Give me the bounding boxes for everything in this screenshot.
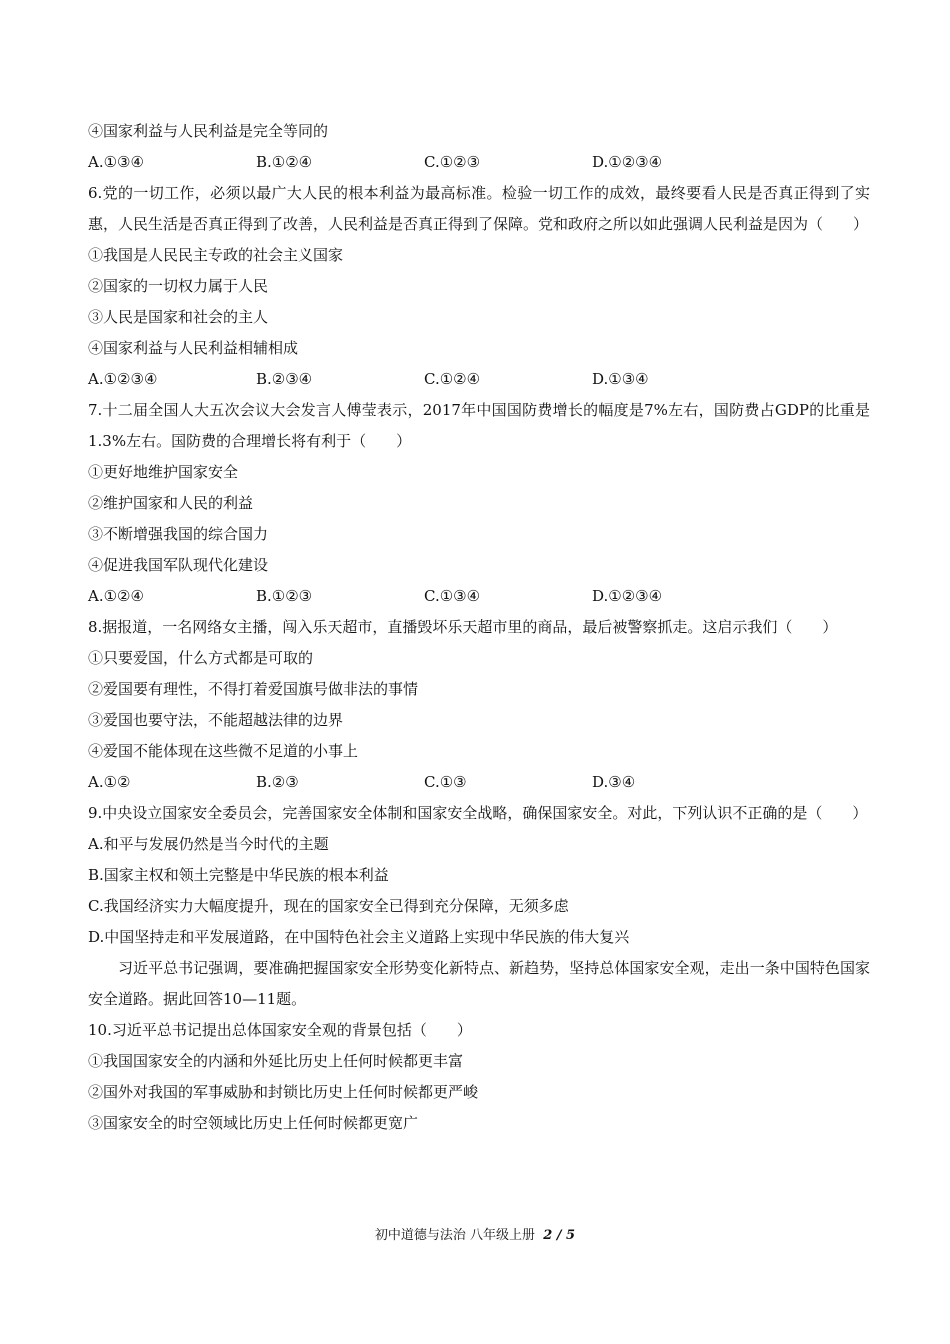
answer-options: [88, 581, 870, 612]
statement-item: ③爱国也要守法，不能超越法律的边界: [88, 711, 344, 729]
option-c: C.①③: [424, 773, 467, 791]
statement-item: ②国外对我国的军事威胁和封锁比历史上任何时候都更严峻: [88, 1083, 479, 1101]
option-d: D.①③④: [592, 370, 649, 388]
question-content: [88, 116, 870, 1139]
statement-item: ①我国国家安全的内涵和外延比历史上任何时候都更丰富: [88, 1052, 464, 1070]
reading-material: 习近平总书记强调，要准确把握国家安全形势变化新特点、新趋势，坚持总体国家安全观，走出一条中国特色国家安全道路。据此回答10—11题。: [88, 959, 870, 1008]
option-c: C.①②③: [424, 153, 481, 171]
statement-item: ④爱国不能体现在这些微不足道的小事上: [88, 742, 359, 760]
statement-item: ①更好地维护国家安全: [88, 463, 239, 481]
choice-d: D.中国坚持走和平发展道路，在中国特色社会主义道路上实现中华民族的伟大复兴: [88, 928, 630, 946]
answer-options: [88, 364, 870, 395]
option-b: B.①②④: [256, 153, 313, 171]
question-8-stem: 8.据报道，一名网络女主播，闯入乐天超市，直播毁坏乐天超市里的商品，最后被警察抓走。这启示我们（ ）: [88, 618, 838, 636]
page-footer: [0, 1226, 950, 1246]
answer-options: [88, 767, 870, 798]
statement-item: ②国家的一切权力属于人民: [88, 277, 269, 295]
choice-c: C.我国经济实力大幅度提升，现在的国家安全已得到充分保障，无须多虑: [88, 897, 569, 915]
question-9-stem: 9.中央设立国家安全委员会，完善国家安全体制和国家安全战略，确保国家安全。对此，下列认识不正确的是（ ）: [88, 804, 868, 822]
statement-item: ④国家利益与人民利益是完全等同的: [88, 122, 329, 140]
option-a: A.①②③④: [88, 370, 158, 388]
statement-item: ③不断增强我国的综合国力: [88, 525, 269, 543]
option-b: B.②③: [256, 773, 299, 791]
option-b: B.②③④: [256, 370, 313, 388]
statement-item: ④国家利益与人民利益相辅相成: [88, 339, 299, 357]
statement-item: ③国家安全的时空领域比历史上任何时候都更宽广: [88, 1114, 419, 1132]
option-d: D.①②③④: [592, 587, 663, 605]
choice-b: B.国家主权和领土完整是中华民族的根本利益: [88, 866, 389, 884]
statement-item: ②维护国家和人民的利益: [88, 494, 254, 512]
option-d: D.①②③④: [592, 153, 663, 171]
course-label: 初中道德与法治 八年级上册: [374, 1228, 536, 1243]
question-10-stem: 10.习近平总书记提出总体国家安全观的背景包括（ ）: [88, 1021, 472, 1039]
option-a: A.①②: [88, 773, 131, 791]
option-c: C.①②④: [424, 370, 481, 388]
option-d: D.③④: [592, 773, 636, 791]
option-a: A.①②④: [88, 587, 144, 605]
statement-item: ③人民是国家和社会的主人: [88, 308, 269, 326]
option-a: A.①③④: [88, 153, 144, 171]
statement-item: ②爱国要有理性，不得打着爱国旗号做非法的事情: [88, 680, 419, 698]
choice-a: A.和平与发展仍然是当今时代的主题: [88, 835, 329, 853]
statement-item: ④促进我国军队现代化建设: [88, 556, 269, 574]
statement-item: ①我国是人民民主专政的社会主义国家: [88, 246, 344, 264]
statement-item: ①只要爱国，什么方式都是可取的: [88, 649, 314, 667]
page-number: 2 / 5: [543, 1228, 576, 1243]
question-7-stem: 7.十二届全国人大五次会议大会发言人傅莹表示，2017年中国国防费增长的幅度是7%左右，国防费占GDP的比重是1.3%左右。国防费的合理增长将有利于（ ）: [88, 401, 870, 450]
answer-options: [88, 147, 870, 178]
question-6-stem: 6.党的一切工作，必须以最广大人民的根本利益为最高标准。检验一切工作的成效，最终要看人民是否真正得到了实惠，人民生活是否真正得到了改善，人民利益是否真正得到了保障。党和政府之所以如此强调人民利益是因为（ ）: [88, 184, 870, 233]
option-c: C.①③④: [424, 587, 481, 605]
option-b: B.①②③: [256, 587, 313, 605]
